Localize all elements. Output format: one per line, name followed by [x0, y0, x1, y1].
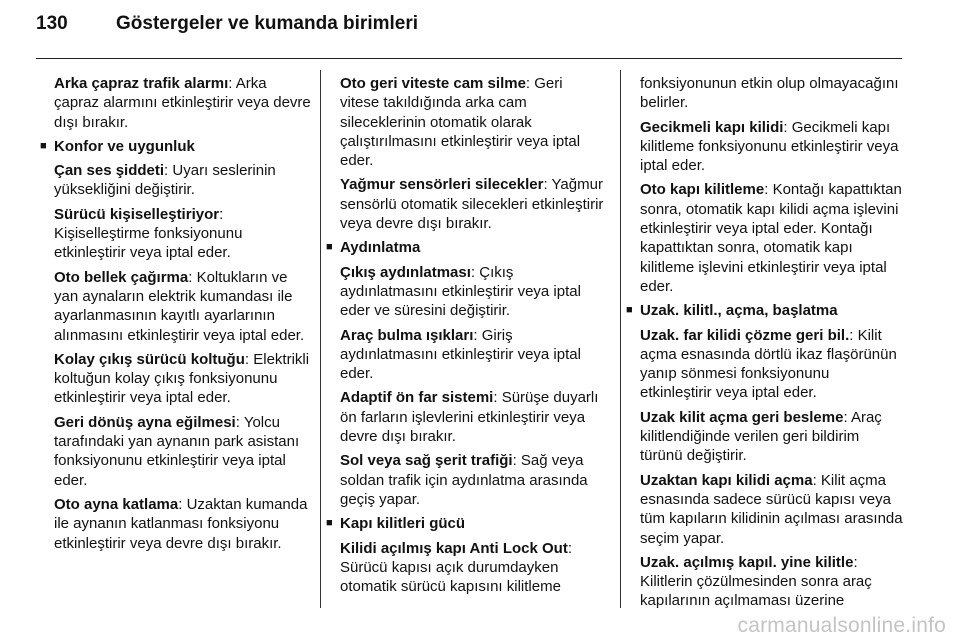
- setting-description: Araç kilitlendiğinde verilen geri bildirim türünü değiştirir.: [640, 408, 882, 465]
- setting-entry: [340, 74, 604, 170]
- setting-entry: [640, 326, 904, 403]
- setting-separator: :: [244, 350, 254, 368]
- setting-description: Uyarı seslerinin yüksekliğini değiştirir.: [54, 162, 276, 199]
- header-divider: [36, 58, 902, 59]
- page-number: 130: [36, 13, 68, 34]
- setting-name: Kolay çıkış sürücü koltuğu: [54, 350, 245, 368]
- setting-name: Oto bellek çağırma: [54, 268, 189, 286]
- setting-entry: [640, 408, 904, 466]
- setting-separator: :: [228, 75, 236, 92]
- page-header: [0, 0, 960, 58]
- setting-name: Adaptif ön far sistemi: [340, 389, 494, 407]
- setting-name: Çıkış aydınlatması: [340, 263, 471, 281]
- setting-name: Kilidi açılmış kapı Anti Lock Out: [340, 539, 568, 557]
- setting-separator: :: [164, 162, 173, 180]
- setting-name: Sürücü kişiselleştiriyor: [54, 205, 220, 223]
- setting-description: Elektrikli koltuğun kolay çıkış fonksiyonunu etkinleştirir veya iptal eder.: [54, 350, 310, 407]
- column-3: [626, 74, 904, 616]
- setting-entry: [340, 175, 604, 233]
- section-heading: [40, 137, 312, 156]
- setting-entry: [640, 471, 904, 548]
- setting-description: Çıkış aydınlatmasını etkinleştirir veya iptal eder ve süresini değiştirir.: [340, 263, 581, 320]
- setting-entry: [640, 118, 904, 176]
- setting-description: Giriş aydınlatmasını etkinleştirir veya iptal eder.: [340, 326, 581, 383]
- setting-entry: [640, 180, 904, 296]
- bullet-square-icon: ■: [40, 139, 47, 152]
- setting-entry: [54, 495, 312, 553]
- setting-entry: [640, 553, 904, 611]
- setting-name: Yağmur sensörleri silecekler: [340, 176, 544, 194]
- page-title: Göstergeler ve kumanda birimleri: [116, 13, 419, 34]
- setting-description: Kontağı kapattıktan sonra, otomatik kapı kilidi açma işlevini etkinleştirir veya iptal eder. Kontağı kapattıktan sonra, otomatik kapı kilitleme işlevini etkinleştirir veya iptal eder.: [640, 181, 902, 295]
- setting-entry: [340, 263, 604, 321]
- setting-entry: [640, 74, 904, 113]
- setting-description: Sağ veya soldan trafik için aydınlatma arasında geçiş yapar.: [340, 452, 588, 508]
- setting-separator: :: [843, 408, 851, 426]
- setting-name: Çan ses şiddeti: [54, 162, 165, 180]
- setting-separator: :: [783, 118, 792, 136]
- setting-description: Sürüşe duyarlı ön farların işlevlerini etkinleştirir veya devre dışı bırakır.: [340, 389, 599, 446]
- setting-separator: :: [567, 539, 572, 557]
- setting-separator: :: [235, 413, 244, 431]
- setting-name: Uzak. açılmış kapıl. yine kilitle: [640, 553, 854, 571]
- setting-name: Oto geri viteste cam silme: [340, 75, 526, 92]
- section-heading: [626, 301, 904, 320]
- setting-entry: [54, 413, 312, 490]
- setting-description: Kilit açma esnasında sadece sürücü kapısı veya tüm kapıların kilidinin açılması arasında seçim yapar.: [640, 471, 903, 547]
- setting-separator: :: [473, 326, 482, 344]
- setting-name: Uzak. far kilidi çözme geri bil.: [640, 326, 850, 344]
- setting-description: Yolcu tarafındaki yan aynanın park asistanı fonksiyonunu etkinleştirir veya iptal eder.: [54, 413, 300, 489]
- setting-name: Sol veya sağ şerit trafiği: [340, 452, 513, 470]
- setting-entry: [340, 539, 604, 597]
- setting-separator: :: [512, 452, 521, 470]
- section-heading-text: Uzak. kilitl., açma, başlatma: [640, 302, 838, 320]
- setting-separator: :: [543, 176, 552, 194]
- setting-name: Uzaktan kapı kilidi açma: [640, 471, 813, 489]
- setting-entry: [340, 451, 604, 509]
- setting-separator: :: [853, 553, 858, 571]
- setting-separator: :: [764, 181, 773, 199]
- setting-description: Koltukların ve yan aynaların elektrik kumandası ile ayarlanmasının kayıtlı ayarlarının alınmasını etkinleştirir veya iptal eder.: [54, 268, 305, 344]
- section-heading-text: Kapı kilitleri gücü: [340, 515, 466, 533]
- watermark: carmanualsonline.info: [737, 614, 946, 637]
- setting-separator: :: [178, 495, 187, 513]
- section-heading-text: Aydınlatma: [340, 239, 421, 257]
- setting-entry: [340, 388, 604, 446]
- column-2: [326, 74, 604, 601]
- setting-name: Uzak kilit açma geri besleme: [640, 408, 844, 426]
- setting-separator: :: [470, 263, 480, 281]
- section-heading-text: Konfor ve uygunluk: [54, 137, 195, 155]
- setting-entry: [54, 205, 312, 263]
- setting-entry: [54, 350, 312, 408]
- bullet-square-icon: ■: [326, 241, 333, 254]
- setting-separator: :: [188, 268, 197, 286]
- setting-description: Uzaktan kumanda ile aynanın katlanması fonksiyonu etkinleştirir veya devre dışı bırakır.: [54, 495, 308, 552]
- setting-description: Yağmur sensörlü otomatik silecekleri etkinleştirir veya devre dışı bırakır.: [340, 176, 604, 233]
- setting-name: Gecikmeli kapı kilidi: [640, 118, 784, 136]
- setting-description: Geri vitese takıldığında arka cam sileceklerinin otomatik olarak çalıştırılmasını etkinleştirir veya iptal eder.: [340, 75, 581, 170]
- setting-separator: :: [493, 389, 502, 407]
- section-heading: [326, 514, 604, 533]
- bullet-square-icon: ■: [626, 304, 633, 317]
- setting-description: Sürücü kapısı açık durumdayken otomatik sürücü kapısını kilitleme: [340, 558, 561, 596]
- setting-separator: :: [219, 205, 224, 223]
- setting-description: fonksiyonunun etkin olup olmayacağını belirler.: [640, 75, 899, 112]
- setting-description: Gecikmeli kapı kilitleme fonksiyonunu etkinleştirir veya iptal eder.: [640, 118, 899, 175]
- column-1: [40, 74, 312, 558]
- setting-description: Kişiselleştirme fonksiyonunu etkinleştirir veya iptal eder.: [54, 225, 243, 262]
- setting-description: Kilit açma esnasında dörtlü ikaz flaşörünün yanıp sönmesi fonksiyonunu etkinleştirir veya iptal eder.: [640, 326, 897, 402]
- setting-entry: [54, 161, 312, 200]
- setting-description: Arka çapraz alarmını etkinleştirir veya devre dışı bırakır.: [54, 75, 311, 131]
- setting-separator: :: [812, 471, 821, 489]
- setting-name: Oto ayna katlama: [54, 495, 179, 513]
- setting-separator: :: [525, 75, 535, 92]
- column-divider-1: [320, 70, 321, 608]
- setting-entry: [54, 268, 312, 345]
- section-heading: [326, 238, 604, 257]
- setting-name: Geri dönüş ayna eğilmesi: [54, 413, 236, 431]
- setting-description: Kilitlerin çözülmesinden sonra araç kapılarının açılmaması üzerine: [640, 573, 872, 610]
- setting-separator: :: [849, 326, 858, 344]
- setting-name: Arka çapraz trafik alarmı: [54, 75, 229, 92]
- setting-entry: [54, 74, 312, 132]
- setting-name: Oto kapı kilitleme: [640, 181, 765, 199]
- bullet-square-icon: ■: [326, 517, 333, 530]
- setting-name: Araç bulma ışıkları: [340, 326, 474, 344]
- column-divider-2: [620, 70, 621, 608]
- setting-entry: [340, 326, 604, 384]
